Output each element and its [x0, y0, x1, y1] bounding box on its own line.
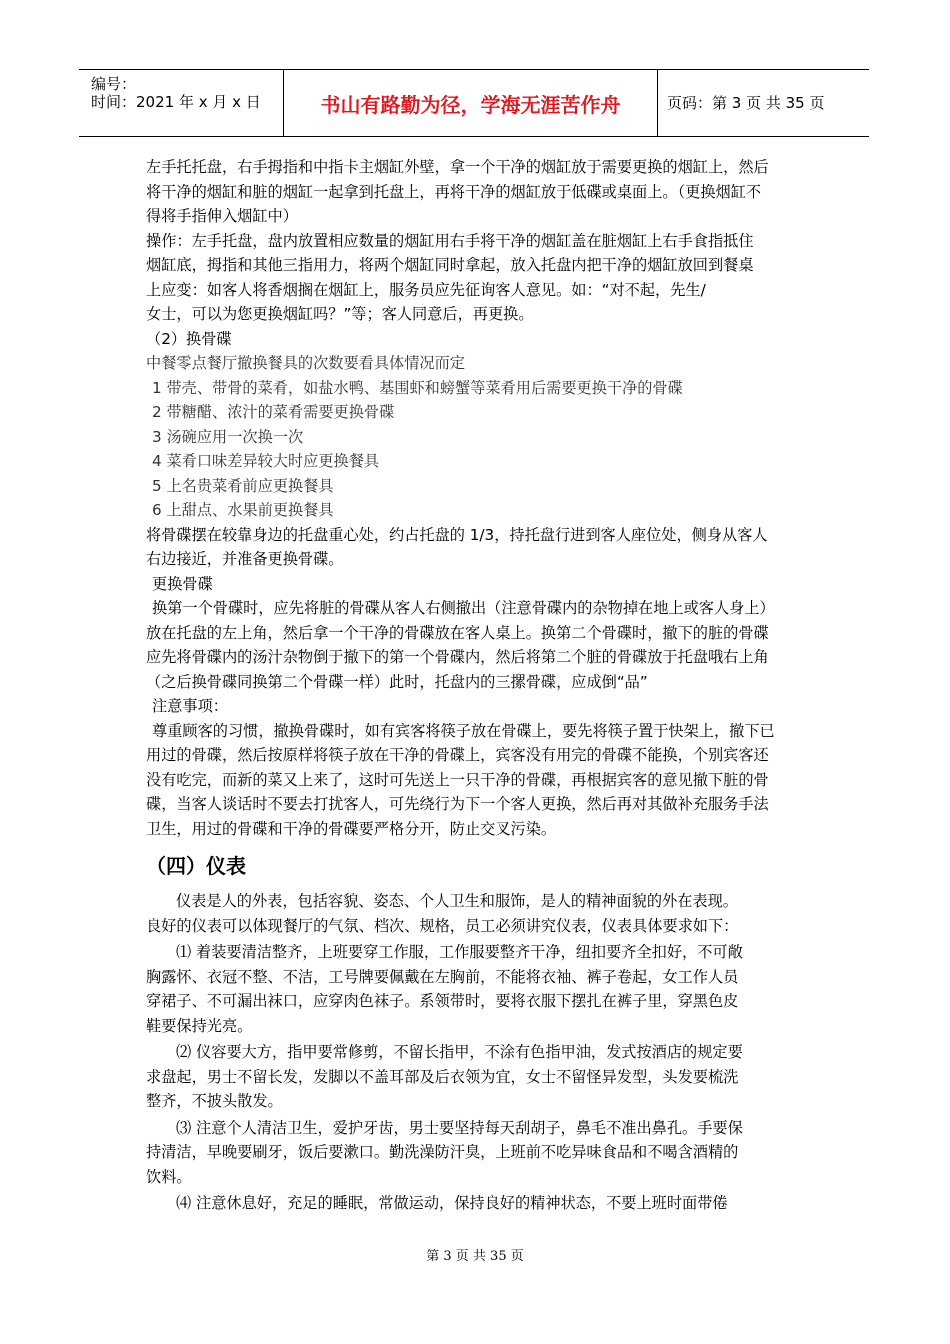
text-line: 胸露怀、衣冠不整、不洁，工号牌要佩戴在左胸前，不能将衣袖、裤子卷起，女工作人员	[146, 967, 739, 986]
text-line: 求盘起，男士不留长发，发脚以不盖耳部及后衣领为宜，女士不留怪异发型，头发要梳洗	[146, 1067, 739, 1086]
text-line: 左手托托盘，右手拇指和中指卡主烟缸外壁，拿一个干净的烟缸放于需要更换的烟缸上，然后	[146, 158, 769, 176]
text-line: 没有吃完，而新的菜又上来了，这时可先送上一只干净的骨碟，再根据宾客的意见撤下脏的骨	[146, 770, 769, 789]
paragraph-ashtray-operation	[146, 229, 806, 327]
text-line: 鞋要保持光亮。	[146, 1016, 253, 1035]
text-line: 烟缸底，拇指和其他三指用力，将两个烟缸同时拿起，放入托盘内把干净的烟缸放回到餐桌	[146, 256, 754, 274]
change-plate-title: 更换骨碟	[152, 574, 213, 593]
text-line: 右边接近，并准备更换骨碟。	[146, 550, 344, 568]
list-item: 6 上甜点、水果前更换餐具	[152, 501, 334, 519]
text-line: 碟，当客人谈话时不要去打扰客人，可先绕行为下一个客人更换，然后再对其做补充服务手法	[146, 795, 769, 813]
text-line: 持清洁，早晚要刷牙，饭后要漱口。勤洗澡防汗臭，上班前不吃异味食品和不喝含酒精的	[146, 1143, 739, 1161]
subsection-title: （2）换骨碟	[146, 329, 232, 348]
header-page-cell	[657, 70, 869, 136]
text-line: 用过的骨碟，然后按原样将筷子放在干净的骨碟上，宾客没有用完的骨碟不能换，个别宾客还	[146, 746, 769, 764]
text-line: 上应变：如客人将香烟搁在烟缸上，服务员应先征询客人意见。如：“对不起，先生/	[146, 280, 706, 299]
text-line: ⑵ 仪容要大方，指甲要常修剪，不留长指甲，不涂有色指甲油，发式按酒店的规定要	[176, 1043, 743, 1061]
list-item: 4 菜肴口味差异较大时应更换餐具	[152, 452, 380, 470]
paragraph-hygiene	[146, 1116, 806, 1190]
section-heading: （四）仪表	[146, 854, 246, 878]
text-line: 饮料。	[146, 1167, 192, 1186]
paragraph-ashtray-method	[146, 155, 806, 229]
document-date: 时间：2021 年 x 月 x 日	[91, 93, 261, 111]
list-item: 2 带糖醋、浓汁的菜肴需要更换骨碟	[152, 403, 395, 421]
plate-change-list	[146, 376, 806, 523]
text-line: ⑷ 注意休息好，充足的睡眠，常做运动，保持良好的精神状态，不要上班时面带倦	[176, 1194, 728, 1212]
text-line: 换第一个骨碟时，应先将脏的骨碟从客人右侧撤出（注意骨碟内的杂物掉在地上或客人身上）	[152, 599, 775, 617]
text-line: 得将手指伸入烟缸中）	[146, 207, 298, 225]
paragraph-notes	[146, 719, 806, 842]
text-line: 卫生，用过的骨碟和干净的骨碟要严格分开，防止交叉污染。	[146, 819, 557, 838]
page-footer: 第 3 页 共 35 页	[426, 1249, 524, 1264]
document-body	[146, 155, 806, 1216]
paragraph-plate-tray	[146, 523, 806, 572]
paragraph-dress	[146, 940, 806, 1038]
text-line: 穿裙子、不可漏出袜口，应穿肉色袜子。系领带时，要将衣服下摆扎在裤子里，穿黑色皮	[146, 992, 739, 1010]
header-info-cell	[79, 70, 283, 136]
paragraph-grooming	[146, 1040, 806, 1114]
paragraph-plate-change	[146, 596, 806, 694]
text-line: 良好的仪表可以体现餐厅的气氛、档次、规格，员工必须讲究仪表，仪表具体要求如下：	[146, 916, 739, 935]
header-motto: 书山有路勤为径，学海无涯苦作舟	[320, 93, 621, 117]
text-line: 操作：左手托盘，盘内放置相应数量的烟缸用右手将干净的烟缸盖在脏烟缸上右手食指抵住	[146, 231, 754, 250]
document-code: 编号：	[91, 75, 137, 93]
text-line: 整齐，不披头散发。	[146, 1092, 283, 1110]
page-header	[79, 69, 869, 137]
text-line: （之后换骨碟同换第二个骨碟一样）此时，托盘内的三摞骨碟，应成倒“品”	[146, 672, 648, 691]
list-item: 1 带壳、带骨的菜肴，如盐水鸭、基围虾和螃蟹等菜肴用后需要更换干净的骨碟	[152, 378, 683, 397]
list-intro: 中餐零点餐厅撤换餐具的次数要看具体情况而定	[146, 354, 465, 372]
notes-title: 注意事项：	[152, 697, 228, 715]
text-line: ⑶ 注意个人清洁卫生，爱护牙齿，男士要坚持每天刮胡子，鼻毛不准出鼻孔。手要保	[176, 1118, 743, 1137]
paragraph-appearance-intro	[146, 889, 806, 938]
text-line: 将干净的烟缸和脏的烟缸一起拿到托盘上，再将干净的烟缸放于低碟或桌面上。（更换烟缸不	[146, 182, 762, 201]
list-item: 5 上名贵菜肴前应更换餐具	[152, 476, 334, 495]
text-line: 仪表是人的外表，包括容貌、姿态、个人卫生和服饰，是人的精神面貌的外在表现。	[176, 892, 738, 910]
paragraph-rest	[146, 1191, 806, 1216]
text-line: 将骨碟摆在较靠身边的托盘重心处，约占托盘的 1/3，持托盘行进到客人座位处，侧身从客人	[146, 525, 768, 544]
header-motto-cell	[283, 70, 658, 136]
text-line: 女士，可以为您更换烟缸吗？”等；客人同意后，再更换。	[146, 305, 534, 323]
header-page-number: 页码：第 3 页 共 35 页	[667, 94, 825, 112]
text-line: 应先将骨碟内的汤汁杂物倒于撤下的第一个骨碟内，然后将第二个脏的骨碟放于托盘哦右上角	[146, 648, 769, 666]
text-line: 放在托盘的左上角，然后拿一个干净的骨碟放在客人桌上。换第二个骨碟时，撤下的脏的骨碟	[146, 623, 769, 642]
text-line: ⑴ 着装要清洁整齐，上班要穿工作服，工作服要整齐干净，纽扣要齐全扣好，不可敞	[176, 943, 743, 961]
list-item: 3 汤碗应用一次换一次	[152, 427, 304, 446]
text-line: 尊重顾客的习惯，撤换骨碟时，如有宾客将筷子放在骨碟上，要先将筷子置于快架上，撤下已	[152, 721, 775, 740]
